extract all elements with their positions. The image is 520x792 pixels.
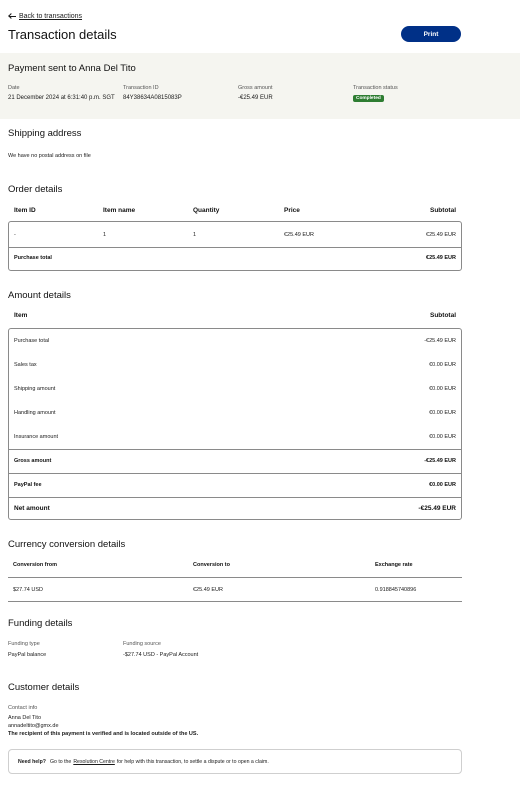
conversion-to-value: €25.49 EUR (193, 587, 223, 593)
amount-table (8, 328, 462, 520)
paypal-fee-label: PayPal fee (14, 482, 42, 488)
status-badge: Completed (353, 95, 384, 102)
summary-title: Payment sent to Anna Del Tito (8, 63, 136, 74)
purchase-total-value: €25.49 EUR (426, 255, 456, 261)
order-header-item-name: Item name (103, 207, 136, 214)
need-help-box (8, 749, 462, 774)
net-amount-value: -€25.49 EUR (418, 505, 456, 512)
amount-row-label: Shipping amount (14, 386, 56, 392)
amount-row-label: Handling amount (14, 410, 56, 416)
amount-divider (8, 497, 462, 498)
order-cell-item-id: - (14, 232, 16, 238)
amount-row-label: Insurance amount (14, 434, 59, 440)
order-header-item-id: Item ID (14, 207, 36, 214)
shipping-address-title: Shipping address (8, 128, 82, 139)
funding-source-label: Funding source (123, 641, 161, 647)
order-cell-item-name: 1 (103, 232, 107, 238)
paypal-fee-value: €0.00 EUR (429, 482, 456, 488)
amount-row-label: Sales tax (14, 362, 37, 368)
date-label: Date (8, 85, 20, 91)
print-button[interactable]: Print (401, 26, 461, 42)
amount-details-title: Amount details (8, 290, 71, 301)
transaction-status-label: Transaction status (353, 85, 398, 91)
exchange-rate-value: 0.918845740896 (375, 587, 417, 593)
order-table (8, 221, 462, 271)
conversion-from-value: $27.74 USD (13, 587, 43, 593)
contact-info-label: Contact info (8, 705, 38, 711)
shipping-address-text: We have no postal address on file (8, 153, 91, 159)
transaction-id-label: Transaction ID (123, 85, 159, 91)
need-help-label: Need help? (18, 758, 46, 765)
customer-name: Anna Del Tito (8, 715, 42, 721)
gross-amount-row-label: Gross amount (14, 458, 52, 464)
order-header-quantity: Quantity (193, 207, 220, 214)
order-cell-quantity: 1 (193, 232, 197, 238)
order-divider (8, 247, 462, 248)
order-header-price: Price (284, 207, 300, 214)
amount-header-item: Item (14, 312, 28, 319)
help-pre-text: Go to the (49, 758, 72, 765)
funding-type-value: PayPal balance (8, 652, 47, 658)
conversion-header-from: Conversion from (13, 562, 58, 568)
amount-row-value: €0.00 EUR (429, 362, 456, 368)
amount-header-subtotal: Subtotal (430, 312, 456, 319)
purchase-total-label: Purchase total (14, 255, 52, 261)
order-cell-subtotal: €25.49 EUR (426, 232, 456, 238)
funding-type-label: Funding type (8, 641, 40, 647)
order-cell-price: €25.49 EUR (284, 232, 314, 238)
amount-divider (8, 473, 462, 474)
amount-row-label: Purchase total (14, 338, 50, 344)
arrow-left-icon (8, 14, 16, 20)
transaction-id-value: 84Y38634A0815083P (123, 95, 182, 101)
customer-email: annadeltito@gmx.de (8, 723, 59, 729)
conversion-header-to: Conversion to (193, 562, 230, 568)
back-to-transactions-link[interactable] (8, 13, 82, 20)
resolution-centre-link[interactable]: Resolution Centre (73, 758, 115, 765)
help-post-text: for help with this transaction, to settle a dispute or to open a claim. (116, 758, 269, 765)
order-details-title: Order details (8, 184, 63, 195)
conversion-header-rate: Exchange rate (375, 562, 413, 568)
funding-details-title: Funding details (8, 618, 73, 629)
currency-conversion-title: Currency conversion details (8, 539, 126, 550)
date-value: 21 December 2024 at 6:31:40 p.m. SGT (8, 95, 115, 101)
page-title: Transaction details (8, 27, 117, 42)
gross-amount-value: -€25.49 EUR (238, 95, 273, 101)
back-link-label: Back to transactions (19, 13, 83, 20)
amount-row-value: -€25.49 EUR (424, 338, 456, 344)
amount-row-value: €0.00 EUR (429, 386, 456, 392)
funding-source-value: -$27.74 USD - PayPal Account (123, 652, 199, 658)
conversion-divider (8, 577, 462, 578)
amount-row-value: €0.00 EUR (429, 410, 456, 416)
amount-row-value: €0.00 EUR (429, 434, 456, 440)
gross-amount-row-value: -€25.49 EUR (424, 458, 456, 464)
recipient-verified-note: The recipient of this payment is verified and is located outside of the US. (8, 731, 199, 737)
conversion-divider (8, 601, 462, 602)
order-header-subtotal: Subtotal (430, 207, 456, 214)
net-amount-label: Net amount (14, 505, 50, 512)
gross-amount-label: Gross amount (238, 85, 273, 91)
amount-divider (8, 449, 462, 450)
customer-details-title: Customer details (8, 682, 80, 693)
